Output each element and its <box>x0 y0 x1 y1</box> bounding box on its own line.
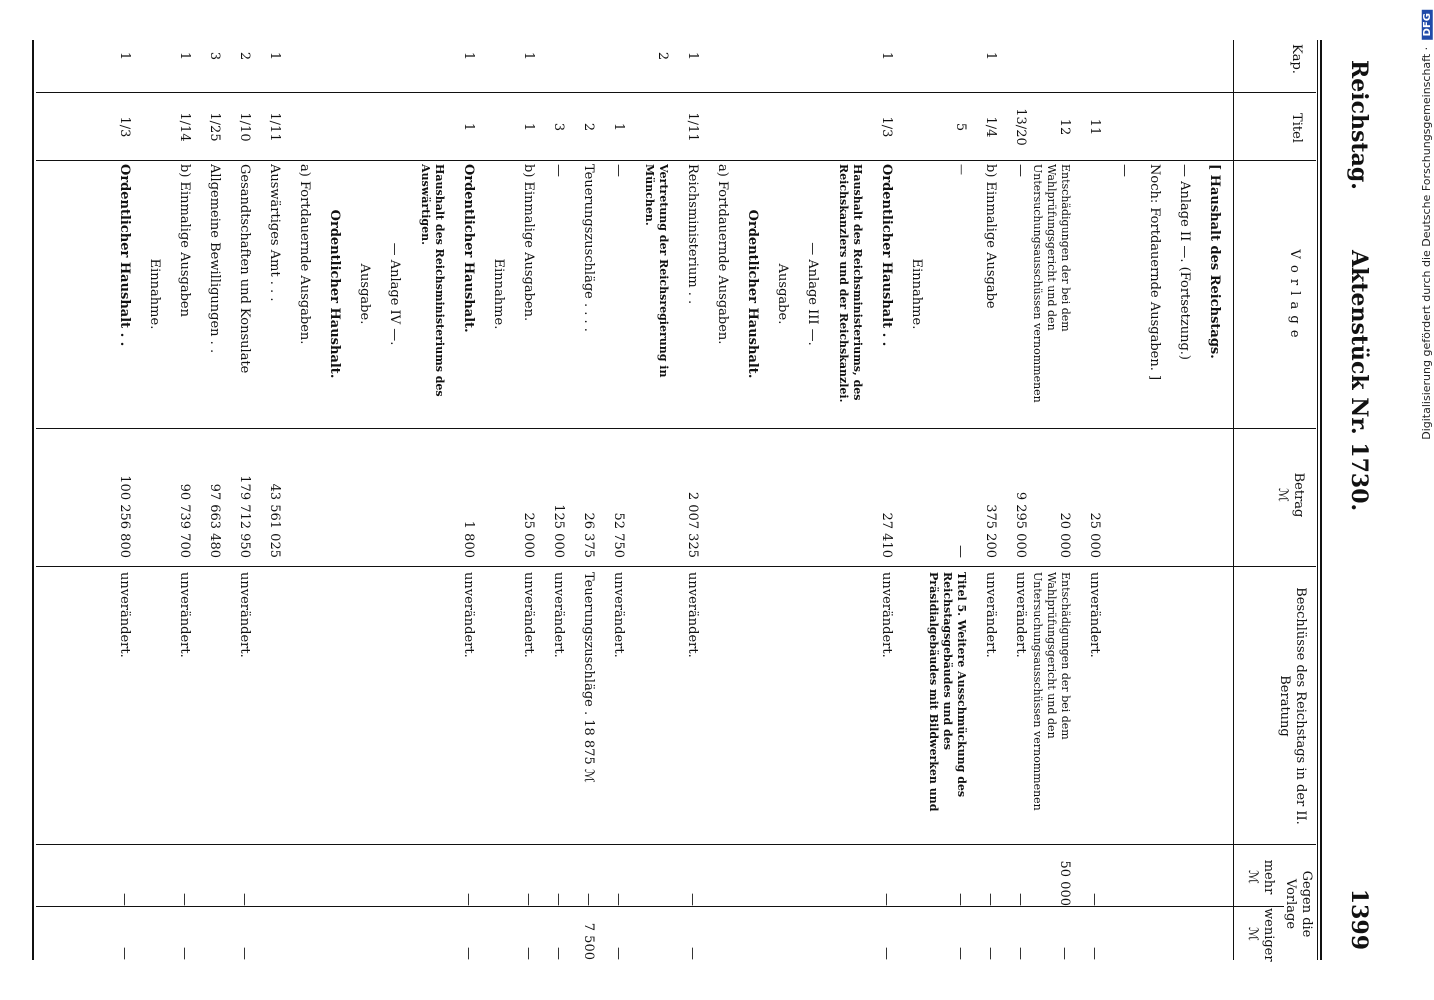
header-beschluesse: Beschlüsse des Reichstags in der II. Beratung <box>1277 587 1308 825</box>
cell-beschluss: unverändert. <box>879 572 894 658</box>
cell-vorlage-text: Ausgabe. <box>775 263 790 325</box>
table-row <box>730 40 760 960</box>
top-rule-thin <box>1317 40 1318 960</box>
cell-mehr: — <box>953 893 968 906</box>
header-titel: Titel <box>1289 113 1304 143</box>
cell-weniger: — <box>1013 947 1028 960</box>
cell-titel: 1 <box>611 122 626 132</box>
cell-weniger: — <box>117 947 132 960</box>
cell-weniger: — <box>237 947 252 960</box>
table-row <box>670 40 700 960</box>
cell-titel: 11 <box>1087 118 1102 136</box>
cell-kap: 1 <box>879 51 894 61</box>
cell-vorlage-text: Ordentlicher Haushalt. <box>327 209 342 379</box>
cell-vorlage-text: Allgemeine Bewilligungen . . <box>207 164 222 354</box>
cell-betrag: 100 256 800 <box>117 475 132 558</box>
table-row <box>1102 40 1132 960</box>
table-row <box>968 40 998 960</box>
cell-betrag: 1 800 <box>461 520 476 558</box>
cell-titel: 1 <box>461 122 476 132</box>
table-row <box>1162 40 1192 960</box>
header-mehr-unit: ℳ <box>1245 870 1260 884</box>
cell-kap: 2 <box>237 51 252 61</box>
cell-beschluss: Teuerungszuschläge . 18 875 ℳ <box>581 572 596 783</box>
cell-vorlage-text: Reichsministerium . . <box>685 164 700 305</box>
cell-betrag: 2 007 325 <box>685 491 700 558</box>
cell-kap: 1 <box>267 51 282 61</box>
cell-betrag: 52 750 <box>611 512 626 558</box>
cell-mehr: — <box>521 893 536 906</box>
cell-titel: 13/20 <box>1013 108 1028 146</box>
cell-titel: 5 <box>953 122 968 132</box>
cell-vorlage-text: Noch: Fortdauernde Ausgaben. ] <box>1147 164 1162 381</box>
cell-betrag: 25 000 <box>521 512 536 558</box>
cell-titel: 1/10 <box>237 112 252 142</box>
cell-mehr: — <box>879 893 894 906</box>
table-row <box>446 40 476 960</box>
cell-kap: 1 <box>117 51 132 61</box>
cell-betrag: 26 375 <box>581 512 596 558</box>
cell-betrag: 90 739 700 <box>177 483 192 558</box>
cell-kap: 1 <box>983 51 998 61</box>
cell-mehr: — <box>1013 893 1028 906</box>
cell-weniger: — <box>551 947 566 960</box>
cell-beschluss <box>822 572 864 840</box>
cell-vorlage-text: b) Einmalige Ausgaben. <box>521 164 536 322</box>
cell-mehr: — <box>685 893 700 906</box>
cell-vorlage-text: Einnahme. <box>491 258 506 330</box>
cell-titel: 1/11 <box>267 112 282 142</box>
cell-betrag: — <box>953 545 968 558</box>
table-row <box>864 40 894 960</box>
cell-vorlage-text: Teuerungszuschläge . . . . <box>581 164 596 332</box>
cell-kap: 1 <box>177 51 192 61</box>
cell-vorlage-text: a) Fortdauernde Ausgaben. <box>715 164 730 345</box>
cell-vorlage-text: Einnahme. <box>909 258 924 330</box>
table-row <box>596 40 626 960</box>
cell-betrag: 125 000 <box>551 504 566 558</box>
cell-weniger: — <box>983 947 998 960</box>
table-row <box>132 40 162 960</box>
table-row <box>1028 40 1072 960</box>
cell-beschluss: unverändert. <box>685 572 700 658</box>
header-weniger-unit: ℳ <box>1245 927 1260 941</box>
page-header <box>1332 40 1376 960</box>
cell-vorlage-text: Ordentlicher Haushalt. <box>745 209 760 379</box>
cell-vorlage-text: Ordentlicher Haushalt . . <box>117 164 132 347</box>
digitization-note <box>1420 10 1433 440</box>
cell-betrag: 43 561 025 <box>267 483 282 558</box>
cell-titel: 1/4 <box>983 116 998 138</box>
cell-mehr: — <box>581 893 596 906</box>
cell-vorlage-text: — <box>1013 164 1028 177</box>
page-number: 1399 <box>1346 888 1372 950</box>
table-row <box>162 40 192 960</box>
cell-beschluss: unverändert. <box>1087 572 1102 658</box>
header-betrag-label: Betrag <box>1291 472 1306 518</box>
table-row <box>252 40 282 960</box>
cell-vorlage-text: — Anlage II —. (Fortsetzung.) <box>1177 164 1192 360</box>
header-vorlage: V o r l a g e <box>1287 249 1302 339</box>
cell-titel: 12 <box>1057 118 1072 136</box>
cell-vorlage-text: b) Einmalige Ausgabe <box>983 164 998 309</box>
table-row <box>102 40 132 960</box>
cell-mehr: — <box>611 893 626 906</box>
cell-beschluss: unverändert. <box>117 572 132 658</box>
table-row <box>312 40 342 960</box>
cell-mehr: — <box>117 893 132 906</box>
cell-vorlage-text: Ausgabe. <box>357 263 372 325</box>
cell-vorlage-text: — Anlage III —. <box>805 242 820 346</box>
cell-beschluss: unverändert. <box>1013 572 1028 658</box>
table-row <box>760 40 790 960</box>
cell-titel: 1 <box>521 122 536 132</box>
cell-titel: 3 <box>551 122 566 132</box>
cell-mehr: — <box>177 893 192 906</box>
table-row <box>1192 40 1222 960</box>
top-rule <box>1320 40 1322 960</box>
cell-vorlage-text: — <box>611 164 626 177</box>
table-row <box>820 40 864 960</box>
header-rule <box>1233 40 1234 960</box>
table-row <box>536 40 566 960</box>
table-row <box>566 40 596 960</box>
cell-mehr: — <box>1087 893 1102 906</box>
cell-kap: 1 <box>685 51 700 61</box>
cell-vorlage-text: — <box>955 164 968 175</box>
cell-weniger: — <box>461 947 476 960</box>
table-row <box>282 40 312 960</box>
cell-weniger: — <box>521 947 536 960</box>
table-row <box>626 40 670 960</box>
cell-titel: 1/14 <box>177 112 192 142</box>
header-mehr <box>1244 848 1276 906</box>
cell-vorlage-text: a) Fortdauernde Ausgaben. <box>297 164 312 345</box>
cell-weniger: — <box>879 947 894 960</box>
table-row <box>506 40 536 960</box>
cell-kap: 3 <box>207 51 222 61</box>
cell-vorlage-text: Ordentlicher Haushalt . . <box>879 164 894 347</box>
header-weniger-label: weniger <box>1261 908 1276 962</box>
table-row <box>998 40 1028 960</box>
digitization-note-text: Digitalisierung gefördert durch die Deutsche Forschungsgemeinschaft · <box>1420 46 1433 440</box>
table-row <box>1132 40 1162 960</box>
cell-titel: 1/11 <box>685 112 700 142</box>
cell-vorlage-text: Haushalt des Reichsministeriums, des Reichskanzlers und der Reichskanzlei. <box>837 164 864 403</box>
cell-vorlage-text: b) Einmalige Ausgaben <box>177 164 192 317</box>
cell-vorlage-text: Vertretung der Reichsregierung in München. <box>643 164 670 378</box>
cell-betrag: 179 712 950 <box>237 475 252 558</box>
cell-beschluss: unverändert. <box>461 572 476 658</box>
cell-kap: 2 <box>655 51 670 61</box>
cell-titel: 1/3 <box>879 116 894 138</box>
cell-kap: 1 <box>521 51 536 61</box>
header-left: Reichstag. <box>1346 60 1372 190</box>
cell-beschluss: unverändert. <box>237 572 252 658</box>
cell-vorlage-text: Haushalt des Reichsministeriums des Auswärtigen. <box>419 164 446 397</box>
table-row <box>222 40 252 960</box>
header-mehr-label: mehr <box>1261 859 1276 895</box>
cell-beschluss: unverändert. <box>521 572 536 658</box>
bottom-rule <box>32 40 34 960</box>
cell-beschluss: unverändert. <box>177 572 192 658</box>
cell-weniger: — <box>953 947 968 960</box>
cell-vorlage-text: Ordentlicher Haushalt. <box>461 164 476 333</box>
cell-kap: 1 <box>461 51 476 61</box>
dfg-logo: DFG <box>1422 10 1433 39</box>
cell-beschluss: unverändert. <box>551 572 566 658</box>
cell-weniger: — <box>1057 947 1072 960</box>
table-row <box>192 40 222 960</box>
cell-mehr: — <box>237 893 252 906</box>
cell-weniger: — <box>685 947 700 960</box>
cell-betrag: 25 000 <box>1087 512 1102 558</box>
cell-vorlage-text: — <box>1117 164 1132 177</box>
cell-betrag: 20 000 <box>1057 512 1072 558</box>
header-kap: Kap. <box>1289 44 1304 74</box>
cell-betrag: 375 200 <box>983 504 998 558</box>
cell-titel: 1/25 <box>207 112 222 142</box>
cell-vorlage-text: — <box>551 164 566 177</box>
cell-mehr: — <box>551 893 566 906</box>
cell-beschluss: unverändert. <box>983 572 998 658</box>
cell-betrag: 9 295 000 <box>1013 491 1028 558</box>
cell-weniger: — <box>177 947 192 960</box>
cell-mehr: — <box>983 893 998 906</box>
cell-mehr: — <box>461 893 476 906</box>
cell-titel: 2 <box>581 122 596 132</box>
cell-beschluss: Titel 5. Weitere Ausschmückung des Reichstagsgebäudes und des Präsidialgebäudes mit Bildwerken und <box>927 572 968 812</box>
cell-vorlage-text: Einnahme. <box>147 258 162 330</box>
cell-weniger: — <box>611 947 626 960</box>
table-row <box>700 40 730 960</box>
table-row <box>402 40 446 960</box>
table-row <box>342 40 372 960</box>
cell-beschluss <box>404 572 446 840</box>
table-row <box>894 40 924 960</box>
table-row <box>790 40 820 960</box>
cell-beschluss: unverändert. <box>611 572 626 658</box>
header-weniger <box>1244 908 1276 960</box>
header-center: Aktenstück Nr. 1730. <box>1346 250 1372 512</box>
cell-vorlage-text: Gesandtschaften und Konsulate <box>237 164 252 374</box>
header-betrag <box>1274 432 1306 558</box>
cell-vorlage-text: [ Haushalt des Reichstags. <box>1207 164 1222 359</box>
table-row <box>1072 40 1102 960</box>
header-gegen: Gegen die Vorlage <box>1283 870 1314 938</box>
header-betrag-unit: ℳ <box>1275 488 1290 502</box>
table-row <box>372 40 402 960</box>
table-row <box>476 40 506 960</box>
table-row <box>924 40 968 960</box>
cell-beschluss <box>628 572 670 840</box>
cell-weniger: 7 500 <box>581 922 596 960</box>
cell-titel: 1/3 <box>117 116 132 138</box>
cell-mehr: 50 000 <box>1057 860 1072 906</box>
cell-betrag: 27 410 <box>879 512 894 558</box>
cell-beschluss: Entschädigungen der bei dem Wahlprüfungsgericht und den Untersuchungsausschüssen vernommenen <box>1031 572 1072 811</box>
cell-betrag: 97 663 480 <box>207 483 222 558</box>
cell-vorlage-text: Entschädigungen der bei dem Wahlprüfungsgericht und den Untersuchungsausschüssen vernommenen <box>1031 164 1072 403</box>
cell-vorlage-text: Auswärtiges Amt . . . <box>267 164 282 302</box>
cell-weniger: — <box>1087 947 1102 960</box>
cell-vorlage-text: — Anlage IV —. <box>387 242 402 346</box>
